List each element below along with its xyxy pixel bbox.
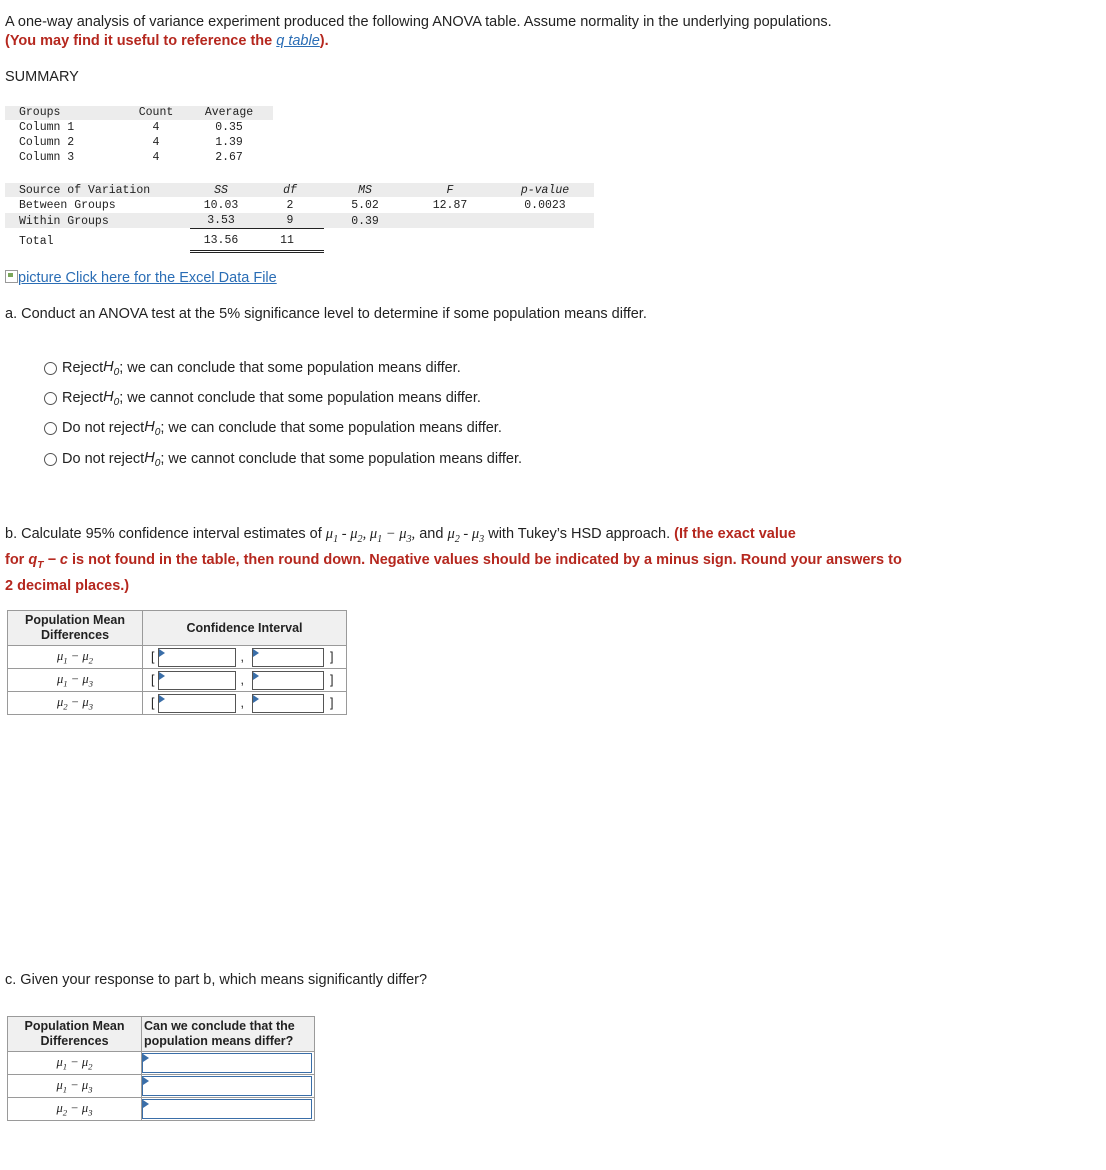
summary-average: 1.39: [215, 136, 243, 149]
option-reject-cannot[interactable]: [44, 389, 481, 408]
comma: ,: [240, 696, 244, 710]
anova-header-ms: MS: [358, 184, 372, 197]
bracket-open: [: [151, 650, 155, 664]
option-text-pre: Reject: [62, 390, 104, 407]
h0-symbol: $H_0$: [103, 389, 120, 408]
conclusion-table: [7, 1016, 315, 1121]
anova-between-label: Between Groups: [19, 199, 116, 212]
part-b-instr2b: is not found in the table, then round down. Negative values should be indicated by a minus sign. Round your answers to: [68, 551, 902, 568]
summary-group: Column 1: [19, 121, 75, 134]
anova-total-df: 11: [280, 234, 294, 247]
diff-label: $\mu_1 - \mu_3$: [8, 669, 143, 692]
summary-average: 2.67: [215, 151, 243, 164]
summary-header-groups: Groups: [19, 106, 61, 119]
summary-count: 4: [152, 136, 160, 149]
total-rule-top: [190, 228, 324, 229]
excel-data-link[interactable]: [5, 270, 277, 286]
summary-group: Column 2: [19, 136, 75, 149]
mu-expr: $\mu_2 - \mu_3$: [447, 526, 485, 545]
summary-heading: SUMMARY: [5, 69, 79, 85]
ci-upper-input[interactable]: [252, 648, 324, 667]
bracket-open: [: [151, 673, 155, 687]
anova-header-df: df: [283, 184, 297, 197]
ci-table: [7, 610, 347, 715]
ci-lower-input[interactable]: [158, 694, 236, 713]
anova-within-df: 9: [286, 214, 294, 227]
diff-label: $\mu_1 - \mu_2$: [8, 1052, 142, 1075]
q-symbol: $q_T - c$: [28, 551, 68, 571]
part-b-with: with Tukey’s HSD approach.: [488, 526, 671, 542]
radio-button[interactable]: [44, 453, 57, 466]
excel-link-alt: picture: [18, 270, 62, 286]
dropdown-marker-icon: [143, 1077, 149, 1085]
conclusion-col1-header: Population Mean Differences: [8, 1017, 142, 1052]
part-b-line-2: [5, 550, 1100, 576]
ci-upper-input[interactable]: [252, 694, 324, 713]
anova-between-p: 0.0023: [524, 199, 566, 212]
conclusion-select[interactable]: [142, 1076, 312, 1096]
dropdown-marker-icon: [143, 1054, 149, 1062]
summary-count: 4: [152, 151, 160, 164]
part-b-start: b. Calculate 95% confidence interval estimates of: [5, 526, 326, 542]
h0-symbol: $H_0$: [144, 419, 161, 438]
option-not-reject-can[interactable]: [44, 419, 502, 438]
h0-symbol: $H_0$: [144, 450, 161, 469]
option-text-post: ; we cannot conclude that some population means differ.: [119, 390, 481, 407]
part-c-prompt: c. Given your response to part b, which means significantly differ?: [5, 972, 428, 988]
summary-count: 4: [152, 121, 160, 134]
ci-row: [143, 669, 347, 692]
intro-text: A one-way analysis of variance experiment produced the following ANOVA table. Assume normality in the underlying populations.: [5, 14, 832, 30]
conclusion-select[interactable]: [142, 1053, 312, 1073]
conclusion-col2-header: Can we conclude that the population means differ?: [142, 1017, 315, 1052]
h0-symbol: $H_0$: [103, 359, 120, 378]
diff-label: $\mu_1 - \mu_2$: [8, 646, 143, 669]
option-text-post: ; we cannot conclude that some population means differ.: [160, 451, 523, 468]
anova-header-f: F: [446, 184, 454, 197]
broken-image-icon: [5, 270, 18, 283]
comma: ,: [240, 650, 244, 664]
ci-col1-header: Population Mean Differences: [8, 611, 143, 646]
ci-lower-input[interactable]: [158, 671, 236, 690]
summary-average: 0.35: [215, 121, 243, 134]
part-b-instr2a: for: [5, 551, 29, 568]
part-a-prompt: a. Conduct an ANOVA test at the 5% significance level to determine if some population means differ.: [5, 306, 647, 322]
ci-row: [143, 646, 347, 669]
dropdown-marker-icon: [143, 1100, 149, 1108]
conclusion-select[interactable]: [142, 1099, 312, 1119]
mu-expr: $\mu_1 - \mu_2$, $\mu_1 - \mu_3$,: [325, 526, 416, 545]
bracket-open: [: [151, 696, 155, 710]
option-reject-can[interactable]: [44, 359, 461, 378]
anova-within-ms: 0.39: [351, 215, 379, 228]
option-text-pre: Reject: [62, 360, 104, 377]
conclusion-cell: [142, 1098, 315, 1121]
bracket-close: ]: [329, 650, 334, 664]
option-text-post: ; we can conclude that some population means differ.: [119, 360, 461, 377]
summary-header-average: Average: [204, 106, 254, 119]
bracket-close: ]: [329, 673, 334, 687]
bracket-close: ]: [329, 696, 334, 710]
total-rule-bottom-2: [190, 252, 324, 253]
excel-link-text: Click here for the Excel Data File: [61, 270, 277, 286]
part-b-and: and: [419, 526, 444, 542]
summary-group: Column 3: [19, 151, 75, 164]
part-b-line-1: [5, 524, 1100, 550]
qtable-prefix: (You may find it useful to reference the: [5, 33, 277, 49]
anova-within-ss: 3.53: [207, 214, 235, 227]
radio-button[interactable]: [44, 362, 57, 375]
qtable-suffix: ).: [319, 33, 329, 49]
input-marker-icon: [253, 649, 259, 657]
ci-row: [143, 692, 347, 715]
input-marker-icon: [253, 695, 259, 703]
anova-between-ss: 10.03: [203, 199, 239, 212]
anova-between-f: 12.87: [432, 199, 468, 212]
anova-header-ss: SS: [214, 184, 228, 197]
question-intro: [5, 14, 1095, 49]
anova-between-ms: 5.02: [351, 199, 379, 212]
anova-header-p: p-value: [520, 184, 570, 197]
conclusion-cell: [142, 1075, 315, 1098]
part-b-prompt: [5, 524, 1100, 597]
radio-button[interactable]: [44, 392, 57, 405]
option-not-reject-cannot[interactable]: [44, 450, 522, 469]
diff-label: $\mu_1 - \mu_3$: [8, 1075, 142, 1098]
part-b-instruction-1: (If the exact value: [674, 526, 796, 542]
anova-between-df: 2: [286, 199, 294, 212]
qtable-note: [5, 33, 1095, 49]
diff-label: $\mu_2 - \mu_3$: [8, 692, 143, 715]
input-marker-icon: [159, 649, 165, 657]
ci-col2-header: Confidence Interval: [143, 611, 347, 646]
ci-lower-input[interactable]: [158, 648, 236, 667]
input-marker-icon: [253, 672, 259, 680]
input-marker-icon: [159, 672, 165, 680]
comma: ,: [240, 673, 244, 687]
anova-total-label: Total: [19, 235, 54, 248]
option-text-pre: Do not reject: [62, 420, 145, 437]
option-text-pre: Do not reject: [62, 451, 145, 468]
total-rule-bottom-1: [190, 250, 324, 251]
anova-within-label: Within Groups: [19, 215, 109, 228]
anova-total-ss: 13.56: [203, 234, 239, 247]
input-marker-icon: [159, 695, 165, 703]
qtable-link[interactable]: q table: [276, 33, 320, 49]
radio-button[interactable]: [44, 422, 57, 435]
summary-header-count: Count: [138, 106, 174, 119]
part-b-line-3: 2 decimal places.): [5, 577, 130, 594]
ci-upper-input[interactable]: [252, 671, 324, 690]
diff-label: $\mu_2 - \mu_3$: [8, 1098, 142, 1121]
option-text-post: ; we can conclude that some population means differ.: [160, 420, 502, 437]
anova-header-source: Source of Variation: [19, 184, 151, 197]
conclusion-cell: [142, 1052, 315, 1075]
